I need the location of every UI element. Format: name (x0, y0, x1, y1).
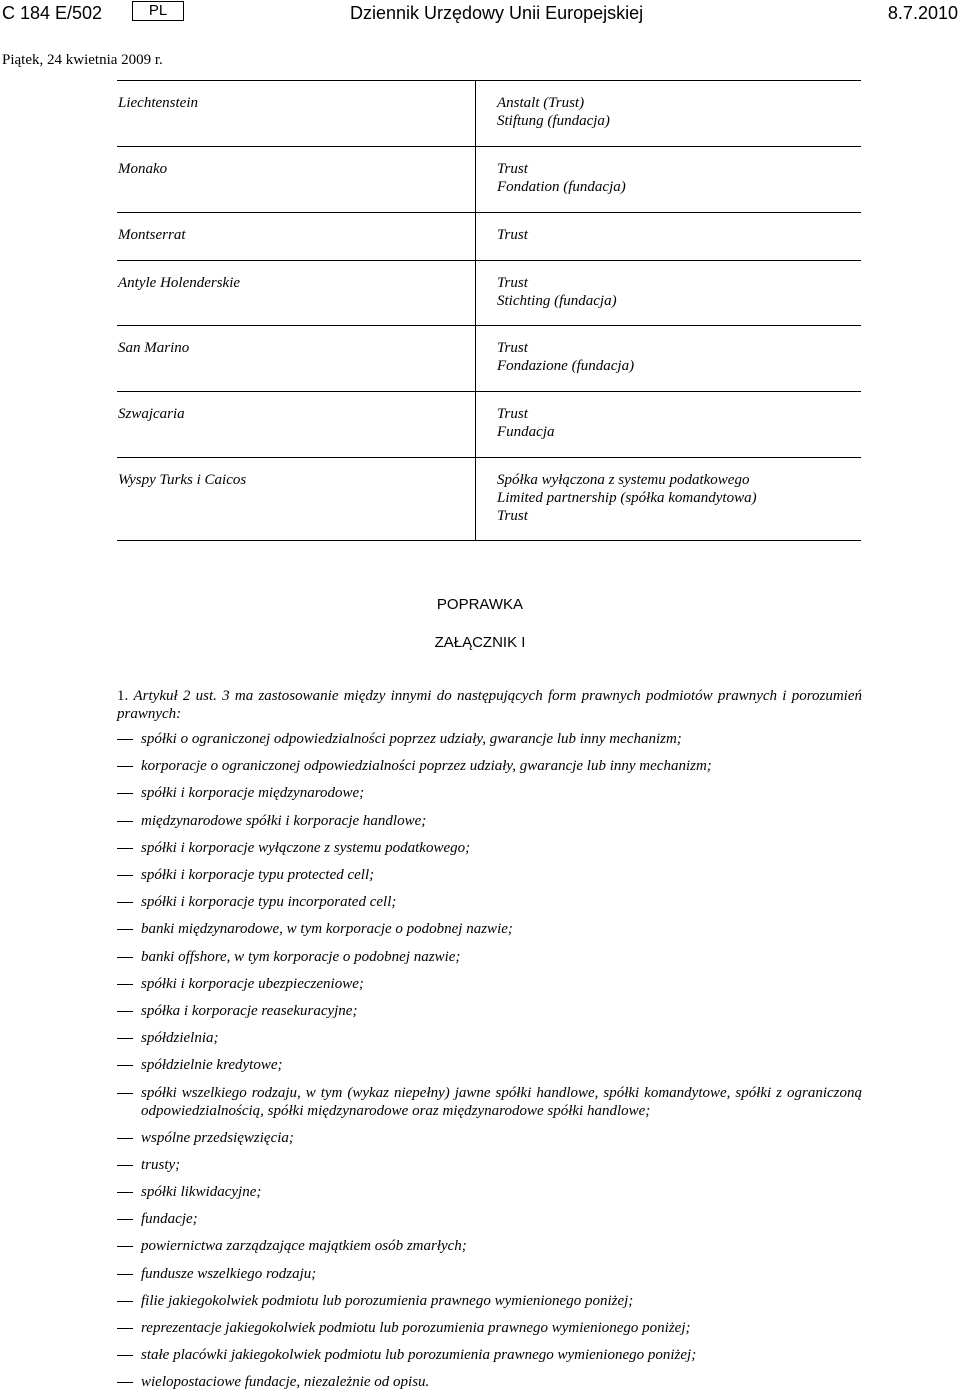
list-item-text: spółki o ograniczonej odpowiedzialności poprzez udziały, gwarancje lub inny mechanizm; (141, 731, 682, 747)
dash-bullet-icon (117, 1093, 133, 1094)
legal-form: Limited partnership (spółka komandytowa) (497, 490, 757, 506)
session-date: Piątek, 24 kwietnia 2009 r. (2, 52, 163, 68)
dash-bullet-icon (117, 1192, 133, 1193)
legal-form: Trust (497, 508, 528, 524)
list-item-text: fundacje; (141, 1211, 198, 1228)
country-name: Montserrat (118, 227, 186, 243)
list-item-text: spółdzielnie kredytowe; (141, 1057, 283, 1074)
list-item (117, 1129, 862, 1147)
dash-bullet-icon (117, 739, 133, 740)
list-item-text: spółka i korporacje reasekuracyjne; (141, 1003, 358, 1019)
list-item-text: powiernictwa zarządzające majątkiem osób zmarłych; (141, 1238, 467, 1255)
country-name: Szwajcaria (118, 406, 185, 422)
table-row-rule (117, 391, 861, 392)
list-item (117, 1319, 862, 1337)
dash-bullet-icon (117, 902, 133, 903)
dash-bullet-icon (117, 793, 133, 794)
list-item (117, 1029, 862, 1047)
dash-bullet-icon (117, 1301, 133, 1302)
list-item (117, 1002, 862, 1020)
list-item (117, 893, 862, 911)
table-row-rule (117, 325, 861, 326)
list-item (117, 757, 862, 775)
list-item (117, 1346, 862, 1364)
list-item-text: reprezentacje jakiegokolwiek podmiotu lub porozumienia prawnego wymienionego poniżej; (141, 1320, 691, 1336)
list-item-text: spółki likwidacyjne; (141, 1184, 262, 1200)
list-item (117, 1265, 862, 1283)
list-item-text: filie jakiegokolwiek podmiotu lub porozumienia prawnego wymienionego poniżej; (141, 1292, 634, 1309)
intro-text: Artykuł 2 ust. 3 ma zastosowanie między innymi do następujących form prawnych podmiotów prawnych i porozumień prawnych: (117, 688, 862, 722)
list-item-text: spółki i korporacje typu incorporated cell; (141, 894, 397, 911)
legal-form: Trust (497, 340, 528, 356)
list-item-text: spółki i korporacje ubezpieczeniowe; (141, 975, 364, 992)
dash-bullet-icon (117, 1219, 133, 1220)
table-row-rule (117, 146, 861, 147)
legal-form: Trust (497, 275, 528, 291)
dash-bullet-icon (117, 821, 133, 822)
list-item (117, 920, 862, 938)
list-item (117, 812, 862, 830)
list-item-text: banki międzynarodowe, w tym korporacje o podobnej nazwie; (141, 921, 513, 938)
list-item (117, 1292, 862, 1310)
legal-forms-cell (497, 405, 555, 441)
country-name: Liechtenstein (118, 95, 198, 111)
legal-forms-cell (497, 226, 528, 244)
legal-form: Fondation (fundacja) (497, 179, 626, 195)
table-row-rule (117, 260, 861, 261)
list-item-text: spółdzielnia; (141, 1030, 219, 1047)
legal-form: Trust (497, 227, 528, 243)
dash-bullet-icon (117, 929, 133, 930)
country-name: Monako (118, 161, 168, 177)
dash-bullet-icon (117, 848, 133, 849)
journal-reference: C 184 E/502 (2, 3, 103, 23)
list-item-text: stałe placówki jakiegokolwiek podmiotu lub porozumienia prawnego wymienionego poniżej; (141, 1347, 697, 1364)
table-column-divider (475, 80, 476, 540)
page-header (0, 0, 960, 28)
country-name: Wyspy Turks i Caicos (118, 472, 247, 488)
list-item (117, 1373, 862, 1391)
dash-bullet-icon (117, 1065, 133, 1066)
list-item (117, 730, 862, 748)
country-name: Antyle Holenderskie (118, 275, 241, 291)
legal-form: Trust (497, 161, 528, 177)
list-item (117, 1056, 862, 1074)
list-item (117, 1210, 862, 1228)
legal-forms-cell (497, 160, 626, 196)
list-item (117, 784, 862, 802)
list-item-text: banki offshore, w tym korporacje o podobnej nazwie; (141, 948, 461, 965)
dash-bullet-icon (117, 984, 133, 985)
list-item-text: spółki i korporacje typu protected cell; (141, 867, 375, 883)
list-item (117, 1237, 862, 1255)
dash-bullet-icon (117, 1328, 133, 1329)
list-item-text: wspólne przedsięwzięcia; (141, 1129, 294, 1146)
legal-forms-cell (497, 94, 610, 130)
list-item-text: korporacje o ograniczonej odpowiedzialności poprzez udziały, gwarancje lub inny mechanizm; (141, 758, 712, 775)
country-name: San Marino (118, 340, 190, 356)
dash-bullet-icon (117, 1246, 133, 1247)
dash-bullet-icon (117, 1355, 133, 1356)
legal-forms-cell (497, 274, 617, 310)
article-intro (117, 687, 862, 723)
dash-bullet-icon (117, 766, 133, 767)
list-item (117, 975, 862, 993)
list-item (117, 948, 862, 966)
legal-form: Fundacja (497, 424, 555, 440)
list-item-text: spółki i korporacje międzynarodowe; (141, 785, 365, 802)
dash-bullet-icon (117, 1165, 133, 1166)
journal-title: Dziennik Urzędowy Unii Europejskiej (350, 3, 644, 23)
list-item (117, 1084, 862, 1120)
dash-bullet-icon (117, 1382, 133, 1383)
dash-bullet-icon (117, 1038, 133, 1039)
list-item (117, 839, 862, 857)
publication-date: 8.7.2010 (887, 3, 958, 23)
dash-bullet-icon (117, 1274, 133, 1275)
dash-bullet-icon (117, 875, 133, 876)
legal-form: Spółka wyłączona z systemu podatkowego (497, 472, 750, 488)
table-row-rule (117, 540, 861, 541)
list-item-text: trusty; (141, 1156, 181, 1173)
table-row-rule (117, 212, 861, 213)
legal-forms-cell (497, 471, 757, 525)
annex-title: ZAŁĄCZNIK I (434, 634, 526, 651)
list-item (117, 1156, 862, 1174)
list-item-text: spółki i korporacje wyłączone z systemu podatkowego; (141, 839, 471, 856)
table-row-rule (117, 457, 861, 458)
amendment-title: POPRAWKA (436, 596, 524, 613)
dash-bullet-icon (117, 1138, 133, 1139)
legal-form: Stiftung (fundacja) (497, 113, 610, 129)
legal-forms-cell (497, 339, 634, 375)
legal-form: Anstalt (Trust) (497, 95, 585, 111)
list-item-text: wielopostaciowe fundacje, niezależnie od opisu. (141, 1374, 430, 1391)
intro-number: 1. (117, 688, 129, 704)
legal-form: Trust (497, 406, 528, 422)
list-item-text: fundusze wszelkiego rodzaju; (141, 1265, 317, 1282)
list-item-text: spółki wszelkiego rodzaju, w tym (wykaz niepełny) jawne spółki handlowe, spółki komandytowe, spółki z ograniczoną odpowiedzialnością, spółki międzynarodowe oraz międzynarodowe spółki handlowe; (141, 1084, 862, 1119)
legal-form: Stichting (fundacja) (497, 293, 617, 309)
legal-form: Fondazione (fundacja) (497, 358, 635, 374)
list-item-text: międzynarodowe spółki i korporacje handlowe; (141, 812, 427, 829)
list-item (117, 1183, 862, 1201)
list-item (117, 866, 862, 884)
dash-bullet-icon (117, 957, 133, 958)
table-top-rule (117, 80, 861, 81)
dash-bullet-icon (117, 1011, 133, 1012)
language-badge: PL (132, 1, 184, 21)
